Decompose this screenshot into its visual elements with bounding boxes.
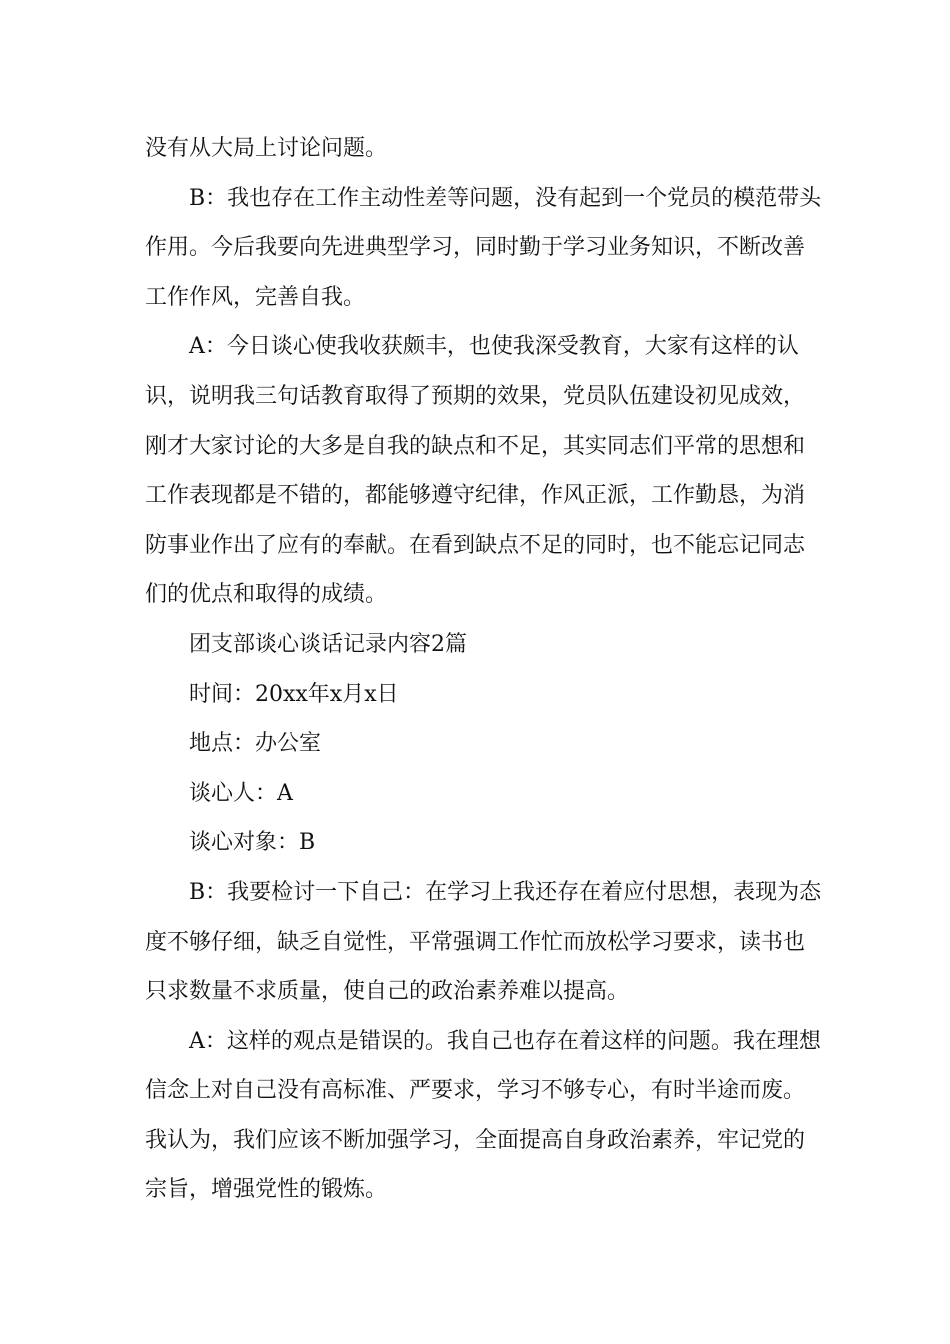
paragraph-b-statement-2: B：我要检讨一下自己：在学习上我还存在着应付思想，表现为态度不够仔细，缺乏自觉性，平常强调工作忙而放松学习要求，读书也只求数量不求质量，使自己的政治素养难以提高。 bbox=[145, 879, 822, 1005]
document-body bbox=[145, 124, 825, 1215]
meta-location: 地点：办公室 bbox=[189, 731, 322, 757]
meta-speaker: 谈心人：A bbox=[189, 780, 293, 806]
section-heading: 团支部谈心谈话记录内容2篇 bbox=[189, 631, 467, 657]
meta-time: 时间：20xx年x月x日 bbox=[189, 681, 399, 707]
paragraph-b-statement-1: B：我也存在工作主动性差等问题，没有起到一个党员的模范带头作用。今后我要向先进典型学习，同时勤于学习业务知识，不断改善工作作风，完善自我。 bbox=[145, 185, 822, 310]
paragraph-a-summary: A：今日谈心使我收获颇丰，也使我深受教育，大家有这样的认识，说明我三句话教育取得了预期的效果，党员队伍建设初见成效，刚才大家讨论的大多是自我的缺点和不足，其实同志们平常的思想和工作表现都是不错的，都能够遵守纪律，作风正派，工作勤恳，为消防事业作出了应有的奉献。在看到缺点不足的同时，也不能忘记同志们的优点和取得的成绩。 bbox=[145, 334, 806, 608]
paragraph-continuation: 没有从大局上讨论问题。 bbox=[145, 136, 388, 161]
paragraph-a-response: A：这样的观点是错误的。我自己也存在着这样的问题。我在理想信念上对自己没有高标准、严要求，学习不够专心，有时半途而废。我认为，我们应该不断加强学习，全面提高自身政治素养，牢记党的宗旨，增强党性的锻炼。 bbox=[145, 1028, 821, 1203]
meta-listener: 谈心对象：B bbox=[189, 830, 316, 856]
